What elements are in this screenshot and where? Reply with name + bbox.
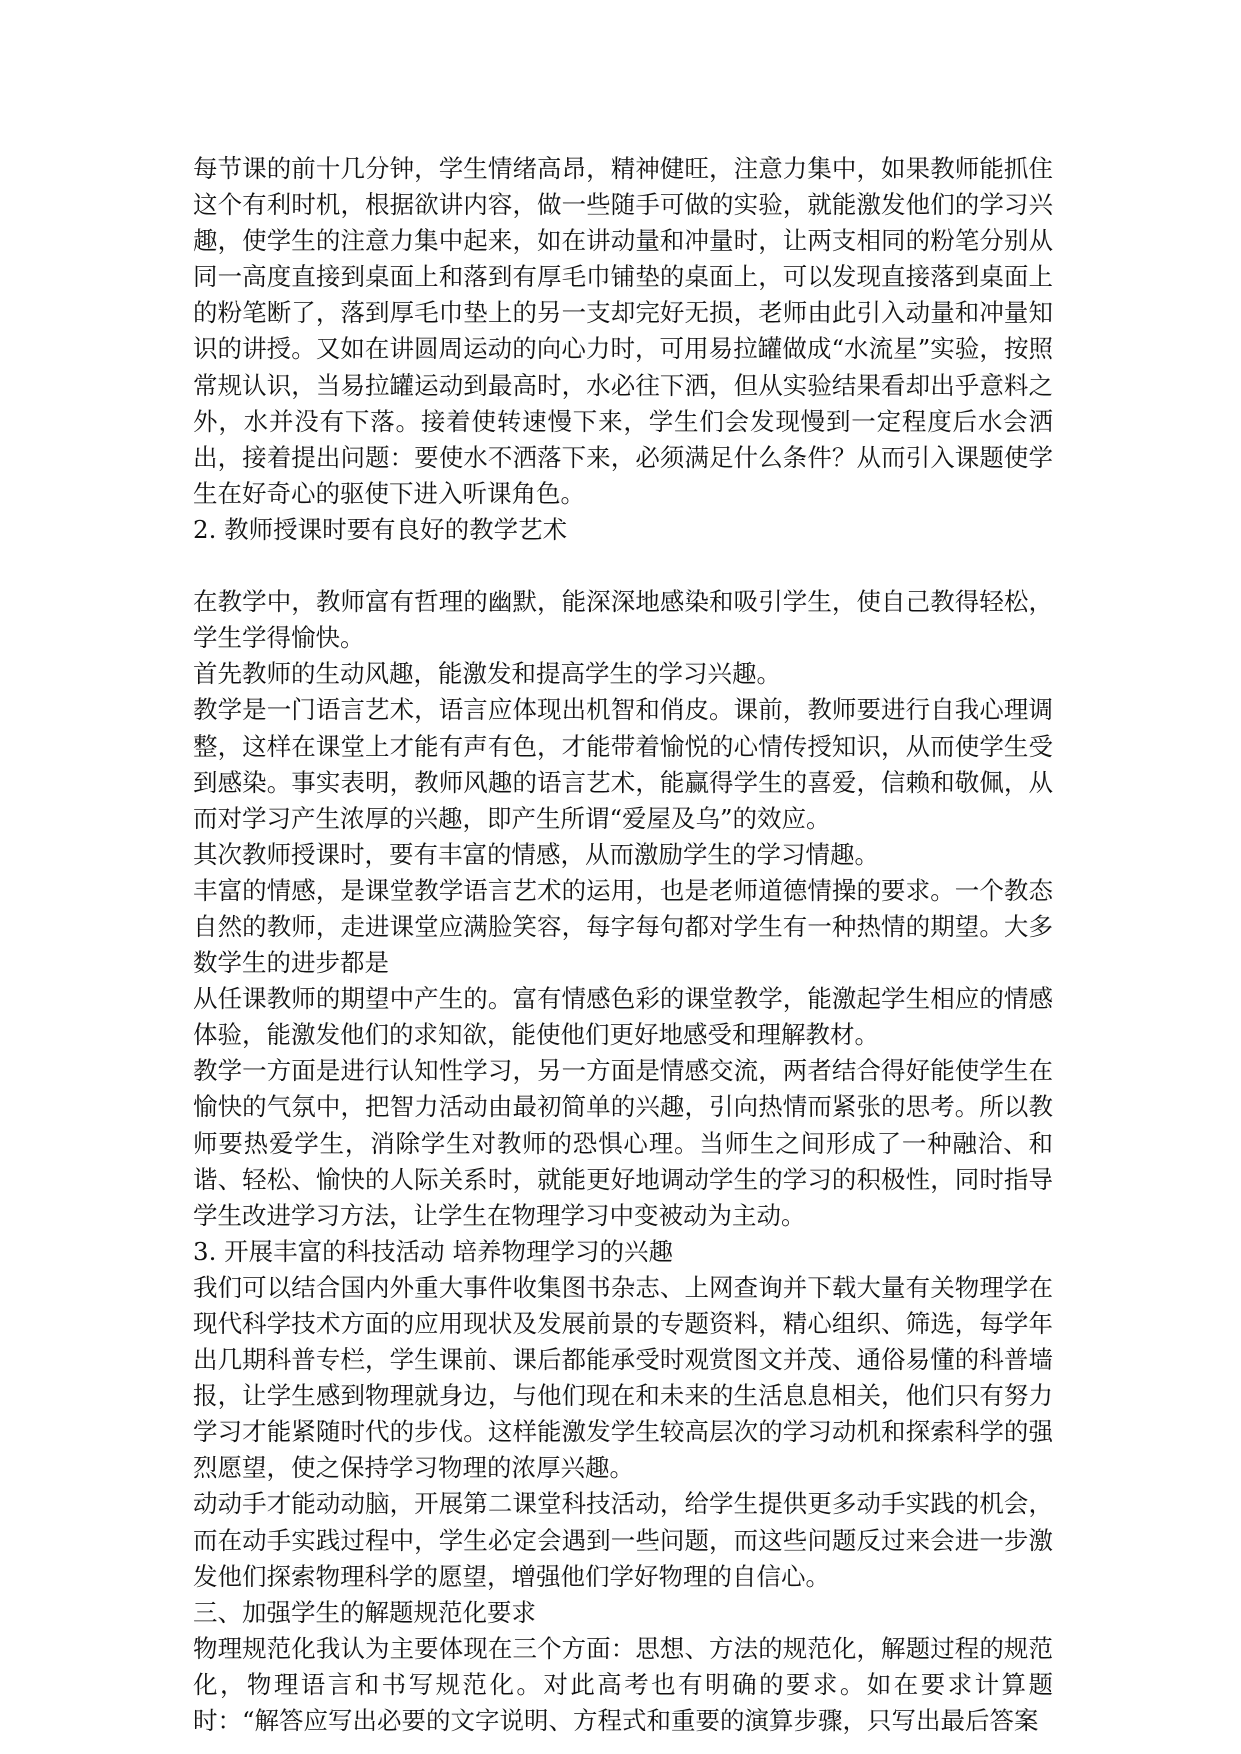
paragraph-expectation: 从任课教师的期望中产生的。富有情感色彩的课堂教学，能激起学生相应的情感体验，能激发他们的求知欲，能使他们更好地感受和理解教材。	[193, 984, 1053, 1050]
paragraph-experiment-intro: 每节课的前十几分钟，学生情绪高昂，精神健旺，注意力集中，如果教师能抓住这个有利时机，根据欲讲内容，做一些随手可做的实验，就能激发他们的学习兴趣，使学生的注意力集中起来，如在讲动量和冲量时，让两支相同的粉笔分别从同一高度直接到桌面上和落到有厚毛巾铺垫的桌面上，可以发现直接落到桌面上的粉笔断了，落到厚毛巾垫上的另一支却完好无损，老师由此引入动量和冲量知识的讲授。又如在讲圆周运动的向心力时，可用易拉罐做成“水流星”实验，按照常规认识，当易拉罐运动到最高时，水必往下洒，但从实验结果看却出乎意料之外，水并没有下落。接着使转速慢下来，学生们会发现慢到一定程度后水会洒出，接着提出问题：要使水不洒落下来，必须满足什么条件？从而引入课题使学生在好奇心的驱使下进入听课角色。	[193, 154, 1053, 508]
paragraph-cognitive-learning: 教学一方面是进行认知性学习，另一方面是情感交流，两者结合得好能使学生在愉快的气氛中，把智力活动由最初简单的兴趣，引向热情而紧张的思考。所以教师要热爱学生，消除学生对教师的恐惧心理。当师生之间形成了一种融洽、和谐、轻松、愉快的人际关系时，就能更好地调动学生的学习的积极性，同时指导学生改进学习方法，让学生在物理学习中变被动为主动。	[193, 1056, 1053, 1230]
blank-line	[193, 548, 1053, 584]
paragraph-lively-teacher: 首先教师的生动风趣，能激发和提高学生的学习兴趣。	[193, 659, 781, 689]
paragraph-emotion-detail: 丰富的情感，是课堂教学语言艺术的运用，也是老师道德情操的要求。一个教态自然的教师，走进课堂应满脸笑容，每字每句都对学生有一种热情的期望。大多数学生的进步都是	[193, 875, 1053, 978]
paragraph-humor: 在教学中，教师富有哲理的幽默，能深深地感染和吸引学生，使自己教得轻松，学生学得愉快。	[193, 587, 1053, 653]
paragraph-rich-emotion: 其次教师授课时，要有丰富的情感，从而激励学生的学习情趣。	[193, 839, 879, 869]
paragraph-language-art: 教学是一门语言艺术，语言应体现出机智和俏皮。课前，教师要进行自我心理调整，这样在课堂上才能有声有色，才能带着愉悦的心情传授知识，从而使学生受到感染。事实表明，教师风趣的语言艺术，能赢得学生的喜爱，信赖和敬佩，从而对学习产生浓厚的兴趣，即产生所谓“爱屋及乌”的效应。	[193, 695, 1053, 833]
section-heading-problem-solving: 三、加强学生的解题规范化要求	[193, 1597, 536, 1627]
document-body	[193, 151, 1053, 1739]
paragraph-standardization: 物理规范化我认为主要体现在三个方面：思想、方法的规范化，解题过程的规范化，物理语言和书写规范化。对此高考也有明确的要求。如在要求计算题时：“解答应写出必要的文字说明、方程式和重要的演算步骤，只写出最后答案	[193, 1633, 1053, 1736]
paragraph-science-bulletin: 我们可以结合国内外重大事件收集图书杂志、上网查询并下载大量有关物理学在现代科学技术方面的应用现状及发展前景的专题资料，精心组织、筛选，每学年出几期科普专栏，学生课前、课后都能承受时观赏图文并茂、通俗易懂的科普墙报，让学生感到物理就身边，与他们现在和未来的生活息息相关，他们只有努力学习才能紧随时代的步伐。这样能激发学生较高层次的学习动机和探索科学的强烈愿望，使之保持学习物理的浓厚兴趣。	[193, 1272, 1053, 1483]
section-heading-teaching-art: 2. 教师授课时要有良好的教学艺术	[193, 514, 568, 544]
paragraph-hands-on: 动动手才能动动脑，开展第二课堂科技活动，给学生提供更多动手实践的机会，而在动手实践过程中，学生必定会遇到一些问题，而这些问题反过来会进一步激发他们探索物理科学的愿望，增强他们学好物理的自信心。	[193, 1489, 1053, 1591]
section-heading-science-activities: 3. 开展丰富的科技活动 培养物理学习的兴趣	[193, 1236, 673, 1266]
